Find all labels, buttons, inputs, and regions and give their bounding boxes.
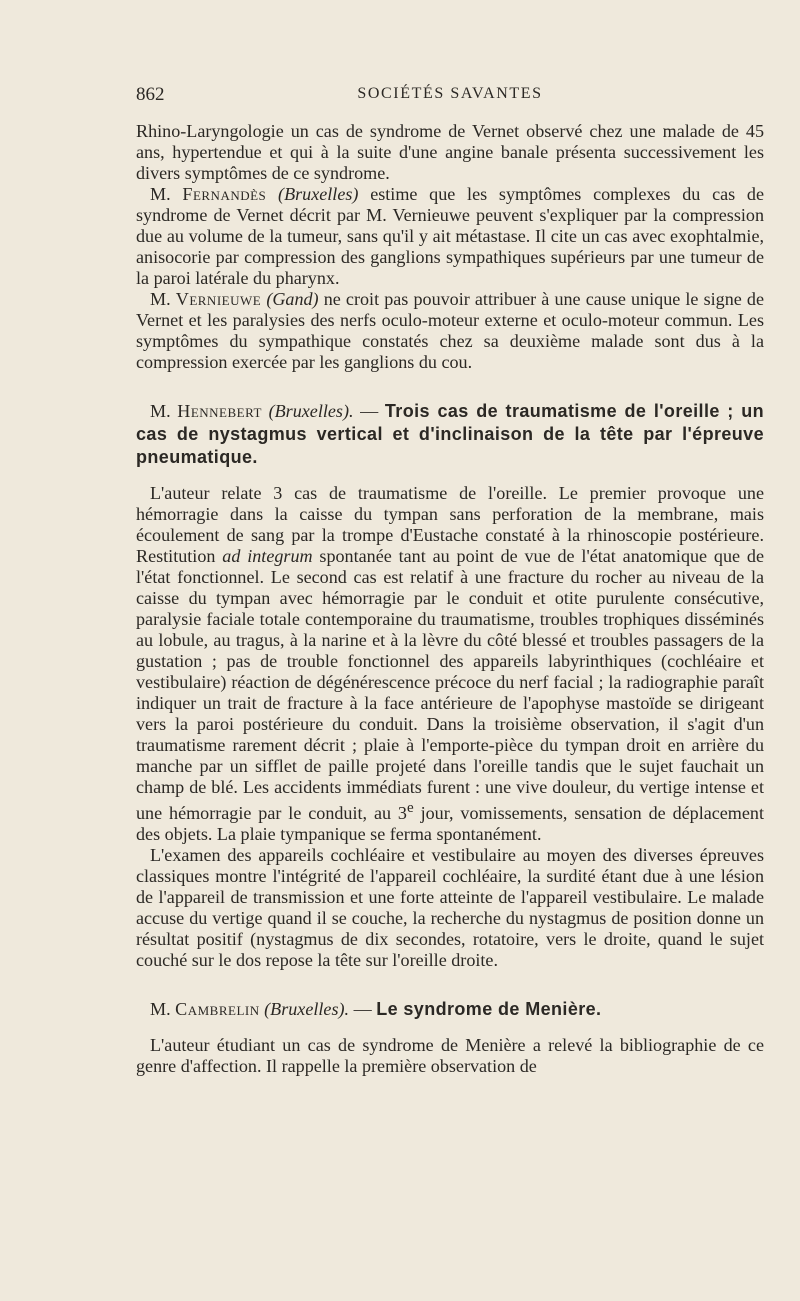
text-run: spontanée tant au point de vue de l'état anatomique que de l'état fonctionnel. Le second cas est relatif à une fracture du rocher au niveau de la caisse du tympan avec hémorragie par le conduit et otite purulente consécutive, paralysie faciale totale contemporaine du traumatisme, troubles trophiques disséminés au lobule, au tragus, à la narine et à la lèvre du côté blessé et troubles passagers de la gustation ; pas de trouble fonctionnel des appareils labyrinthiques (cochléaire et vestibulaire) réaction de dégénérescence précoce du nerf facial ; la radiographie paraît indiquer un trait de fracture à la face antérieure de l'apophyse mastoïde se dirigeant vers la paroi postérieure du conduit. Dans la troisième observation, il s'agit d'un traumatisme rarement décrit ; plaie à l'emporte-pièce du tympan droit en arrière du manche par un sifflet de paille projeté dans l'oreille tandis que le sujet fauchait un champ de blé. Les accidents immédiats furent : une vive douleur, du vertige intense et une hémorragie par le conduit, au 3 (136, 546, 764, 824)
speaker-city: (Gand) (266, 289, 319, 309)
text-run: L'auteur relate 3 cas de traumatisme de l'oreille. Le premier provoque une hémorragie dans la caisse du tympan sans perforation de la membrane, mais écoulement de sang par la trompe d'Eustache constaté à la rhinoscopie postérieure. Restitution (136, 483, 764, 566)
speaker-city: (Bruxelles) (278, 184, 359, 204)
paragraph-fernandes (136, 184, 764, 289)
section-spacer (136, 971, 764, 998)
page-body (136, 121, 764, 1077)
speaker-prefix: M. (150, 184, 183, 204)
speaker-prefix: M. (150, 999, 176, 1020)
section-spacer (136, 373, 764, 400)
speaker-city: (Bruxelles). (264, 999, 350, 1020)
entry-heading-hennebert (136, 400, 764, 469)
speaker-name: Fernandès (182, 184, 267, 204)
running-head: SOCIÉTÉS SAVANTES (357, 85, 543, 102)
paragraph-hennebert-cases (136, 483, 764, 845)
spacer (136, 469, 764, 483)
heading-dash: — (353, 401, 385, 421)
page-header (136, 84, 764, 108)
spacer (136, 1021, 764, 1035)
speaker-name: Vernieuwe (175, 289, 262, 309)
paragraph-vernet-case: Rhino-Laryngologie un cas de syndrome de Vernet observé chez une malade de 45 ans, hypertendue et qui à la suite d'une angine banale présenta successivement les divers symptômes de ce syndrome. (136, 121, 764, 183)
entry-title: Le syndrome de Menière. (376, 999, 602, 1020)
paragraph-text: estime que les symptômes complexes du cas de syndrome de Vernet décrit par M. Vernieuwe peuvent s'expliquer par la compression due au volume de la tumeur, sans qu'il y ait métastase. Il cite un cas avec exophtalmie, anisocorie par compression des ganglions sympathiques supérieurs par une tumeur de la paroi latérale du pharynx. (136, 184, 764, 288)
page-number: 862 (136, 84, 165, 105)
latin-phrase: ad integrum (222, 546, 313, 566)
speaker-prefix: M. (150, 401, 178, 421)
heading-dash: — (349, 999, 377, 1020)
paragraph-text: ne croit pas pouvoir attribuer à une cause unique le signe de Vernet et les paralysies des nerfs oculo-moteur externe et oculo-moteur commun. Les symptômes du sympathique constatés chez sa deuxième malade sont dus à la compression exercée par les ganglions du cou. (136, 289, 764, 372)
paragraph-hennebert-examen: L'examen des appareils cochléaire et vestibulaire au moyen des diverses épreuves classiques montre l'intégrité de l'appareil cochléaire, la surdité étant due à une lésion de l'appareil de transmission et une forte atteinte de l'appareil vestibulaire. Le malade accuse du vertige quand il se couche, la recherche du nystagmus de position donne un résultat positif (nystagmus de dix secondes, rotatoire, vers le droite, quand le sujet couché sur le dos repose la tête sur l'oreille droite. (136, 845, 764, 971)
entry-title: Trois cas de traumatisme de l'oreille ; un cas de nystagmus vertical et d'inclinaison de la tête par l'épreuve pneumatique. (136, 401, 764, 467)
text-run: jour, vomissements, sensation de déplacement des objets. La plaie tympanique se ferma spontanément. (136, 803, 764, 845)
speaker-prefix: M. (150, 289, 176, 309)
paragraph-vernieuwe (136, 289, 764, 373)
entry-heading-cambrelin (136, 998, 764, 1021)
paragraph-cambrelin: L'auteur étudiant un cas de syndrome de Menière a relevé la bibliographie de ce genre d'affection. Il rappelle la première observation de (136, 1035, 764, 1077)
speaker-name: Hennebert (177, 401, 262, 421)
ordinal-suffix: e (406, 800, 414, 816)
speaker-name: Cambrelin (175, 999, 260, 1020)
speaker-city: (Bruxelles). (268, 401, 354, 421)
